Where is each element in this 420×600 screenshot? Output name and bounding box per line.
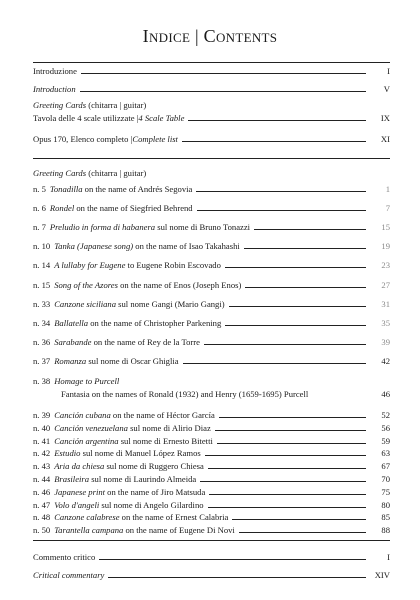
piece-title: Tanka (Japanese song) (54, 241, 134, 252)
piece-dedication: sul nome di Ruggero Chiesa (104, 461, 204, 472)
piece-number: n. 47 (33, 499, 51, 510)
toc-entry-piece[interactable] (33, 318, 390, 328)
page-number: 7 (385, 203, 390, 214)
entry-text: Introduzione (33, 66, 77, 76)
piece-title: Canción argentina (54, 435, 119, 446)
leader-line (81, 73, 366, 74)
piece-number: n. 46 (33, 486, 51, 497)
piece-dedication: on the name of Christopher Parkening (88, 317, 222, 328)
toc-entry-piece[interactable] (33, 222, 390, 232)
page-number: 63 (381, 448, 390, 459)
piece-number: n. 14 (33, 260, 51, 271)
piece-title: Canción cubana (54, 410, 111, 420)
leader-line (205, 455, 366, 456)
piece-number: n. 33 (33, 298, 51, 309)
piece-title: Rondel (49, 203, 75, 214)
piece-number: n. 43 (33, 461, 51, 472)
piece-dedication: on the name of Héctor García (110, 410, 215, 420)
piece-title: Homage to Purcell (54, 376, 120, 386)
leader-line (217, 443, 366, 444)
page-number: 85 (381, 512, 390, 523)
piece-dedication: on the name of Siegfried Behrend (74, 203, 193, 214)
leader-line (244, 248, 366, 249)
toc-entry-piece[interactable] (33, 203, 390, 213)
piece-dedication: sul nome di Laurindo Almeida (89, 474, 197, 484)
toc-entry-commento-critico[interactable] (33, 552, 390, 562)
bottom-rule (33, 540, 390, 541)
piece-number: n. 10 (33, 241, 51, 252)
toc-entry-piece[interactable] (33, 423, 390, 433)
entry-text: Introduction (33, 84, 76, 94)
page-number: 88 (381, 525, 390, 536)
piece-number: n. 44 (33, 474, 51, 484)
toc-entry-piece[interactable] (33, 260, 390, 270)
toc-entry-introduzione[interactable] (33, 66, 390, 76)
toc-entry-introduction[interactable] (33, 84, 390, 94)
entry-text: Commento critico (33, 552, 96, 562)
leader-line (99, 559, 366, 560)
page-number: 19 (381, 241, 390, 252)
toc-entry-opus-170[interactable] (33, 134, 390, 144)
page-number: XI (380, 134, 390, 144)
piece-dedication: on the name of Rey de la Torre (91, 336, 200, 347)
greeting-cards-heading (33, 100, 146, 110)
piece-dedication: sul nome di Oscar Ghiglia (86, 355, 179, 366)
piece-dedication: on the name of Eugene Di Novi (123, 525, 235, 536)
piece-title: Aria da chiesa (54, 461, 105, 472)
entry-text: Tavola delle 4 scale utilizzate | (33, 113, 139, 123)
piece-title: Preludio in forma di habanera (49, 222, 156, 233)
entry-text-en: Complete list (132, 134, 178, 144)
piece-number: n. 42 (33, 448, 51, 459)
toc-entry-piece[interactable] (33, 487, 390, 497)
toc-entry-piece[interactable] (33, 299, 390, 309)
piece-dedication: sul nome di Bruno Tonazzi (155, 222, 251, 233)
piece-number: n. 50 (33, 525, 51, 536)
leader-line (80, 91, 366, 92)
page-number: 39 (381, 336, 390, 347)
piece-title: Estudio (54, 448, 81, 459)
piece-number: n. 37 (33, 355, 51, 366)
leader-line (108, 577, 366, 578)
piece-dedication: sul nome di Manuel López Ramos (80, 448, 201, 459)
heading-instrument: (chitarra | guitar) (88, 168, 147, 178)
toc-entry-piece[interactable] (33, 525, 390, 535)
page-number: I (387, 552, 390, 562)
toc-entry-piece[interactable] (33, 337, 390, 347)
piece-dedication: to Eugene Robin Escovado (125, 260, 221, 271)
entry-text: Opus 170, Elenco completo | (33, 134, 133, 144)
toc-entry-piece[interactable] (33, 436, 390, 446)
leader-line (209, 494, 366, 495)
page-number: 27 (381, 279, 390, 290)
page-number: 35 (381, 317, 390, 328)
top-rule (33, 62, 390, 63)
piece-title: Romanza (54, 355, 87, 366)
piece-number: n. 36 (33, 336, 51, 347)
leader-line (245, 287, 366, 288)
toc-entry-critical-commentary[interactable] (33, 570, 390, 580)
heading-instrument: (chitarra | guitar) (88, 100, 147, 110)
leader-line (254, 229, 366, 230)
page-title: Indice | Contents (142, 26, 278, 46)
page-number: 23 (381, 260, 390, 271)
piece-title: Tarantella campana (54, 525, 124, 536)
leader-line (183, 363, 366, 364)
piece-dedication: on the name of Andrés Segovia (82, 184, 193, 194)
toc-entry-piece[interactable] (33, 448, 390, 458)
leader-line (208, 468, 366, 469)
leader-line (229, 306, 366, 307)
piece-title: Sarabande (54, 336, 92, 347)
page-number: 52 (381, 410, 390, 420)
piece-dedication: sul nome Gangi (Mario Gangi) (116, 298, 225, 309)
page-number: 46 (381, 389, 390, 399)
page-number: 56 (381, 422, 390, 433)
page-number: I (387, 66, 390, 76)
toc-entry-piece[interactable] (33, 410, 390, 420)
leader-line (215, 430, 366, 431)
leader-line (225, 325, 366, 326)
toc-entry-homage-to-purcell[interactable] (33, 376, 119, 386)
page-number: 75 (381, 486, 390, 497)
piece-dedication: on the name of Ernest Calabria (119, 512, 229, 523)
piece-title: Song of the Azores (54, 279, 118, 290)
piece-number: n. 48 (33, 512, 51, 523)
greeting-cards-list-heading (33, 168, 146, 178)
leader-line (225, 267, 366, 268)
piece-number: n. 6 (33, 203, 46, 214)
page-number: V (383, 84, 390, 94)
piece-title: Canzone calabrese (54, 512, 120, 523)
piece-number: n. 40 (33, 422, 51, 433)
toc-entry-piece[interactable] (33, 356, 390, 366)
piece-number: n. 15 (33, 279, 51, 290)
page-number: 1 (385, 184, 390, 194)
leader-line (196, 191, 366, 192)
toc-entry-piece[interactable] (33, 184, 390, 194)
leader-line (219, 417, 366, 418)
piece-title: Japanese print (54, 486, 106, 497)
page-number: 70 (381, 474, 390, 484)
piece-title: Ballatella (54, 317, 89, 328)
toc-entry-scale-table[interactable] (33, 113, 390, 123)
page-number: 59 (381, 435, 390, 446)
leader-line (208, 507, 366, 508)
toc-entry-purcell-fantasia[interactable] (61, 389, 390, 399)
toc-entry-piece[interactable] (33, 500, 390, 510)
page-number: XIV (374, 570, 390, 580)
toc-entry-piece[interactable] (33, 241, 390, 251)
piece-dedication: sul nome di Ernesto Bitetti (118, 435, 213, 446)
piece-number: n. 41 (33, 435, 51, 446)
piece-title: Canzone siciliana (54, 298, 117, 309)
toc-entry-piece[interactable] (33, 474, 390, 484)
page-number: IX (380, 113, 390, 123)
piece-number: n. 38 (33, 376, 51, 386)
piece-title: Brasileira (54, 474, 90, 484)
leader-line (197, 210, 366, 211)
piece-dedication: on the name of Enos (Joseph Enos) (117, 279, 242, 290)
leader-line (200, 481, 366, 482)
piece-number: n. 5 (33, 184, 46, 194)
entry-text: Fantasia on the names of Ronald (1932) and Henry (1659-1695) Purcell (61, 389, 309, 399)
piece-number: n. 7 (33, 222, 46, 233)
leader-line (239, 532, 366, 533)
page-number: 31 (381, 298, 390, 309)
heading-title: Greeting Cards (33, 100, 87, 110)
toc-entry-piece[interactable] (33, 280, 390, 290)
piece-dedication: sul nome di Angelo Gilardino (99, 499, 204, 510)
piece-title: A lullaby for Eugene (54, 260, 126, 271)
piece-dedication: on the name of Jiro Matsuda (105, 486, 206, 497)
heading-title: Greeting Cards (33, 168, 87, 178)
toc-entry-piece[interactable] (33, 461, 390, 471)
toc-entry-piece[interactable] (33, 512, 390, 522)
piece-dedication: sul nome di Alirio Diaz (127, 422, 211, 433)
leader-line (182, 141, 366, 142)
page-number: 67 (381, 461, 390, 472)
page-number: 80 (381, 499, 390, 510)
entry-text-en: 4 Scale Table (138, 113, 185, 123)
page-number: 15 (381, 222, 390, 233)
piece-title: Canción venezuelana (54, 422, 128, 433)
leader-line (188, 120, 366, 121)
piece-title: Tonadilla (49, 184, 83, 194)
leader-line (204, 344, 366, 345)
piece-title: Volo d'angeli (54, 499, 100, 510)
piece-number: n. 34 (33, 317, 51, 328)
page-number: 42 (381, 355, 390, 366)
piece-dedication: on the name of Isao Takahashi (133, 241, 240, 252)
entry-text: Critical commentary (33, 570, 105, 580)
piece-number: n. 39 (33, 410, 51, 420)
section-rule (33, 158, 390, 159)
leader-line (232, 519, 366, 520)
